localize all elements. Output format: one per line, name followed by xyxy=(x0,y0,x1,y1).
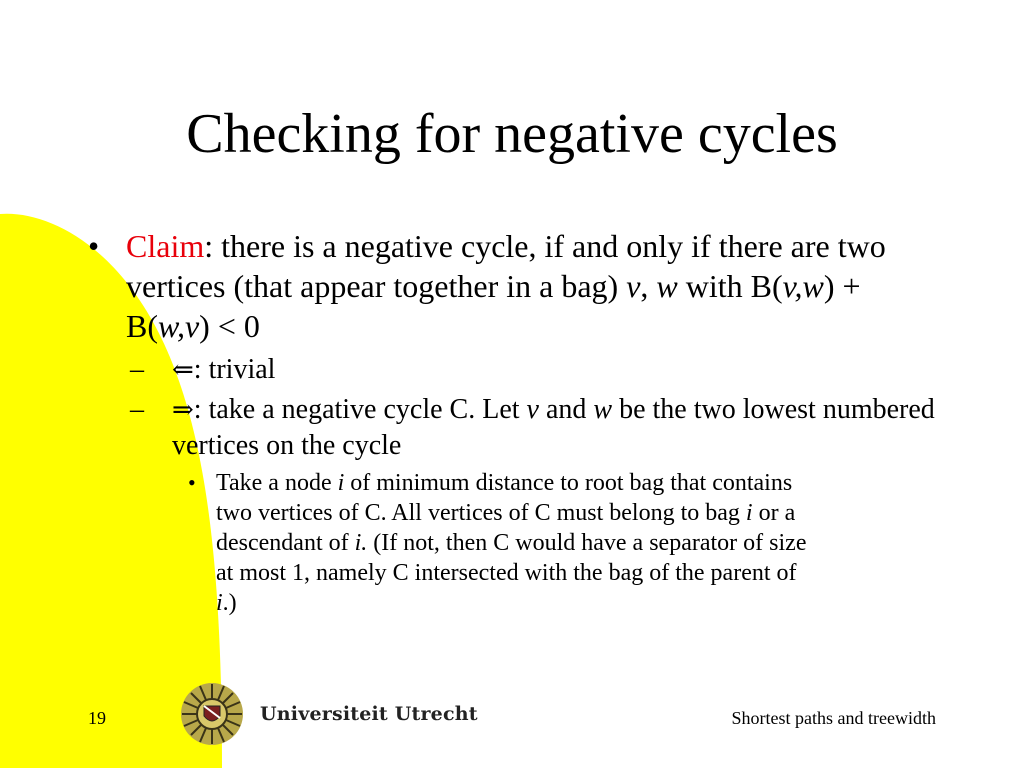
bullet-marker: • xyxy=(88,228,100,264)
var-v: v xyxy=(526,394,539,425)
b2-args: w,v xyxy=(158,308,200,344)
subsub-text-e: .) xyxy=(222,590,237,616)
bullet-marker: • xyxy=(188,470,196,495)
university-name: Universiteit Utrecht xyxy=(260,703,478,725)
var-i: i. xyxy=(354,530,368,556)
dash-marker: – xyxy=(130,394,144,425)
left-arrow-icon: ⇐ xyxy=(172,355,194,385)
page-number: 19 xyxy=(88,708,106,728)
claim-end: ) < 0 xyxy=(199,308,260,344)
subsub-text-c: or a descendant of xyxy=(216,500,796,556)
sub1-text: : trivial xyxy=(193,354,276,385)
sub2-text-b: and xyxy=(538,394,594,425)
comma: , xyxy=(640,268,657,304)
var-i: i xyxy=(216,590,223,616)
var-i: i xyxy=(745,500,753,526)
b1-args: v,w xyxy=(782,268,824,304)
var-w: w xyxy=(656,268,678,304)
var-v: v xyxy=(626,268,641,304)
sub-bullet-trivial xyxy=(88,352,948,388)
sub2-text-a: : take a negative cycle C. Let xyxy=(193,394,527,425)
claim-with: with B( xyxy=(677,268,783,304)
claim-plus: ) + B( xyxy=(126,268,861,344)
right-arrow-icon: ⇒ xyxy=(172,395,194,425)
dash-marker: – xyxy=(130,354,144,385)
subsub-text-d: (If not, then C would have a separator of size at most 1, namely C intersected with the bag of the parent of xyxy=(216,530,807,586)
course-title: Shortest paths and treewidth xyxy=(731,708,936,728)
sub-sub-bullet xyxy=(88,468,816,618)
var-w: w xyxy=(593,394,613,425)
sub2-text-c: be the two lowest numbered vertices on the cycle xyxy=(172,394,935,461)
claim-label: Claim xyxy=(126,228,205,264)
claim-text: : there is a negative cycle, if and only if there are two vertices (that appear together in a bag) xyxy=(126,228,886,304)
subsub-text-b: of minimum distance to root bag that contains two vertices of C. All vertices of C must belong to bag xyxy=(216,470,793,526)
subsub-text-a: Take a node xyxy=(216,470,338,496)
var-i: i xyxy=(337,470,345,496)
claim-bullet xyxy=(88,226,948,346)
slide-content xyxy=(88,226,948,618)
university-seal-icon xyxy=(180,682,244,746)
sub-bullet-forward xyxy=(88,392,948,464)
slide-title: Checking for negative cycles xyxy=(186,103,838,165)
